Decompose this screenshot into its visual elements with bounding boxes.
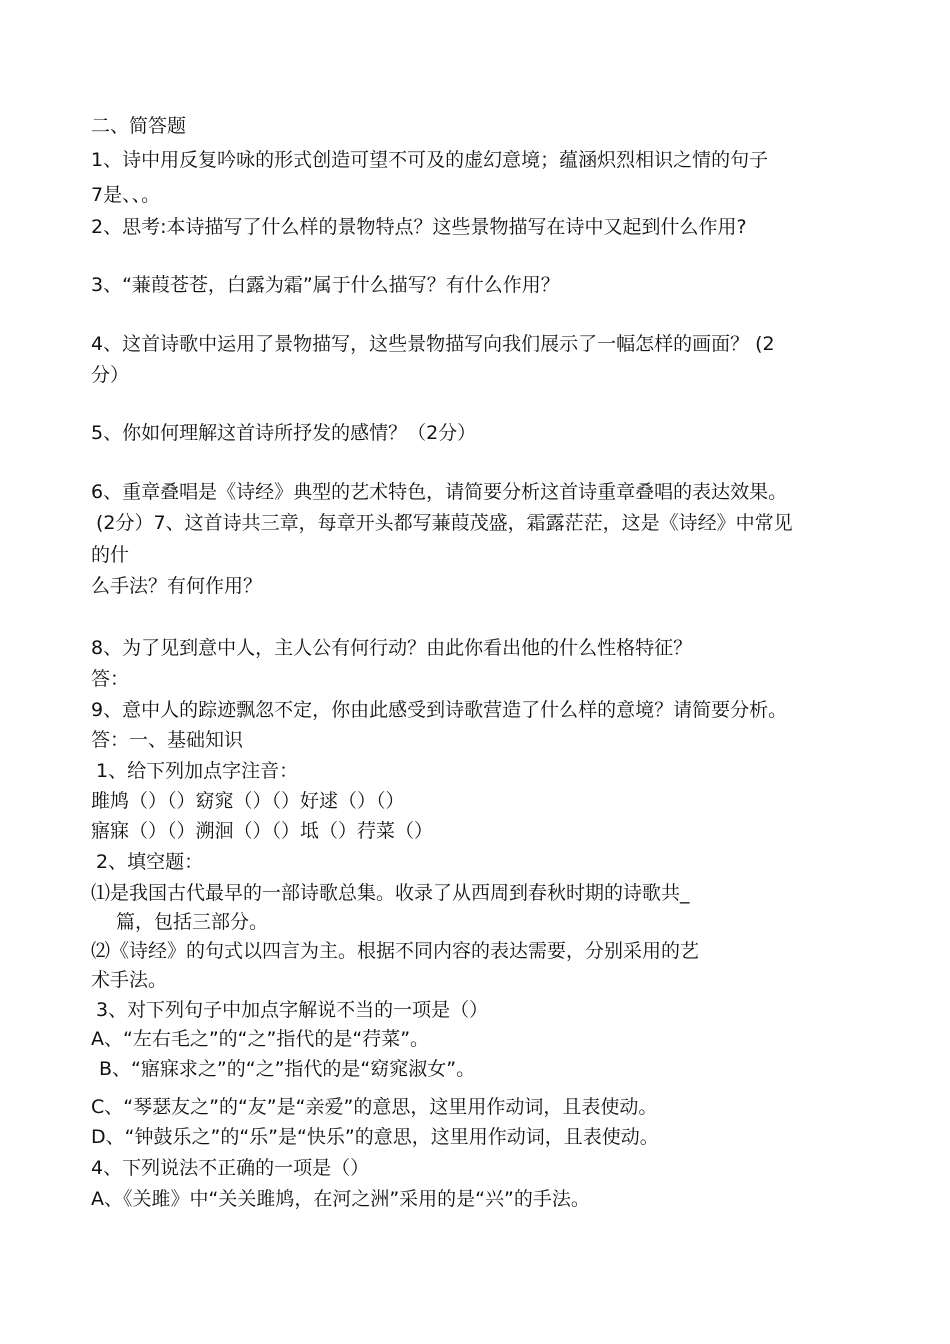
answer-9-and-basics-heading: 答：一、基础知识 — [91, 729, 244, 751]
basics-q4: 4、下列说法不正确的一项是（） — [91, 1157, 370, 1179]
question-9: 9、意中人的踪迹飘忽不定，你由此感受到诗歌营造了什么样的意境？请简要分析。 — [91, 699, 788, 721]
question-8: 8、为了见到意中人，主人公有何行动？由此你看出他的什么性格特征？ — [91, 637, 693, 659]
q3-option-a: A、“左右毛之”的“之”指代的是“荇菜”。 — [91, 1028, 430, 1050]
question-1-line-1: 1、诗中用反复吟咏的形式创造可望不可及的虚幻意境；蕴涵炽烈相识之情的句子 — [91, 149, 769, 171]
basics-q1: 1、给下列加点字注音： — [96, 760, 299, 782]
fill-blank-1-line-2: 篇，包括三部分。 — [116, 911, 269, 933]
q4-option-a: A、《关雎》中“关关雎鸠，在河之洲”采用的是“兴”的手法。 — [91, 1188, 590, 1210]
fill-blank-2-line-2: 术手法。 — [91, 969, 168, 991]
question-5: 5、你如何理解这首诗所抒发的感情？（2分） — [91, 422, 477, 444]
basics-q3: 3、对下列句子中加点字解说不当的一项是（） — [96, 999, 489, 1021]
question-4-line-1: 4、这首诗歌中运用了景物描写，这些景物描写向我们展示了一幅怎样的画面？ (2 — [91, 333, 775, 355]
question-7-line-2: 的什 — [91, 544, 130, 566]
question-6-line-1: 6、重章叠唱是《诗经》典型的艺术特色，请简要分析这首诗重章叠唱的表达效果。 — [91, 481, 788, 503]
answer-8-label: 答： — [91, 668, 130, 690]
question-3: 3、“蒹葭苍苍，白露为霜”属于什么描写？有什么作用？ — [91, 274, 560, 296]
question-6-7-line: (2分）7、这首诗共三章，每章开头都写蒹葭茂盛，霜露茫茫，这是《诗经》中常见 — [96, 512, 793, 534]
pinyin-row-2: 寤寐（）（）溯洄（）（）坻（）荇菜（） — [91, 820, 434, 842]
q3-option-d: D、“钟鼓乐之”的“乐”是“快乐”的意思，这里用作动词，且表使动。 — [91, 1126, 659, 1148]
fill-blank-2-line-1: ⑵《诗经》的句式以四言为主。根据不同内容的表达需要，分别采用的艺 — [91, 940, 700, 962]
q3-option-c: C、“琴瑟友之”的“友”是“亲爱”的意思，这里用作动词，且表使动。 — [91, 1096, 658, 1118]
question-1-line-2: 7是、、。 — [91, 184, 161, 206]
pinyin-row-1: 雎鸠（）（）窈窕（）（）好逑（）（） — [91, 790, 405, 812]
basics-q2: 2、填空题： — [96, 851, 204, 873]
fill-blank-1-line-1: ⑴是我国古代最早的一部诗歌总集。收录了从西周到春秋时期的诗歌共_ — [91, 882, 690, 904]
question-7-line-3: 么手法？有何作用？ — [91, 575, 263, 597]
section-heading-short-answer: 二、简答题 — [91, 115, 187, 137]
q3-option-b: B、“寤寐求之”的“之”指代的是“窈窕淑女”。 — [99, 1058, 476, 1080]
question-4-line-2: 分） — [91, 364, 130, 386]
question-2: 2、思考:本诗描写了什么样的景物特点？这些景物描写在诗中又起到什么作用? — [91, 216, 747, 238]
